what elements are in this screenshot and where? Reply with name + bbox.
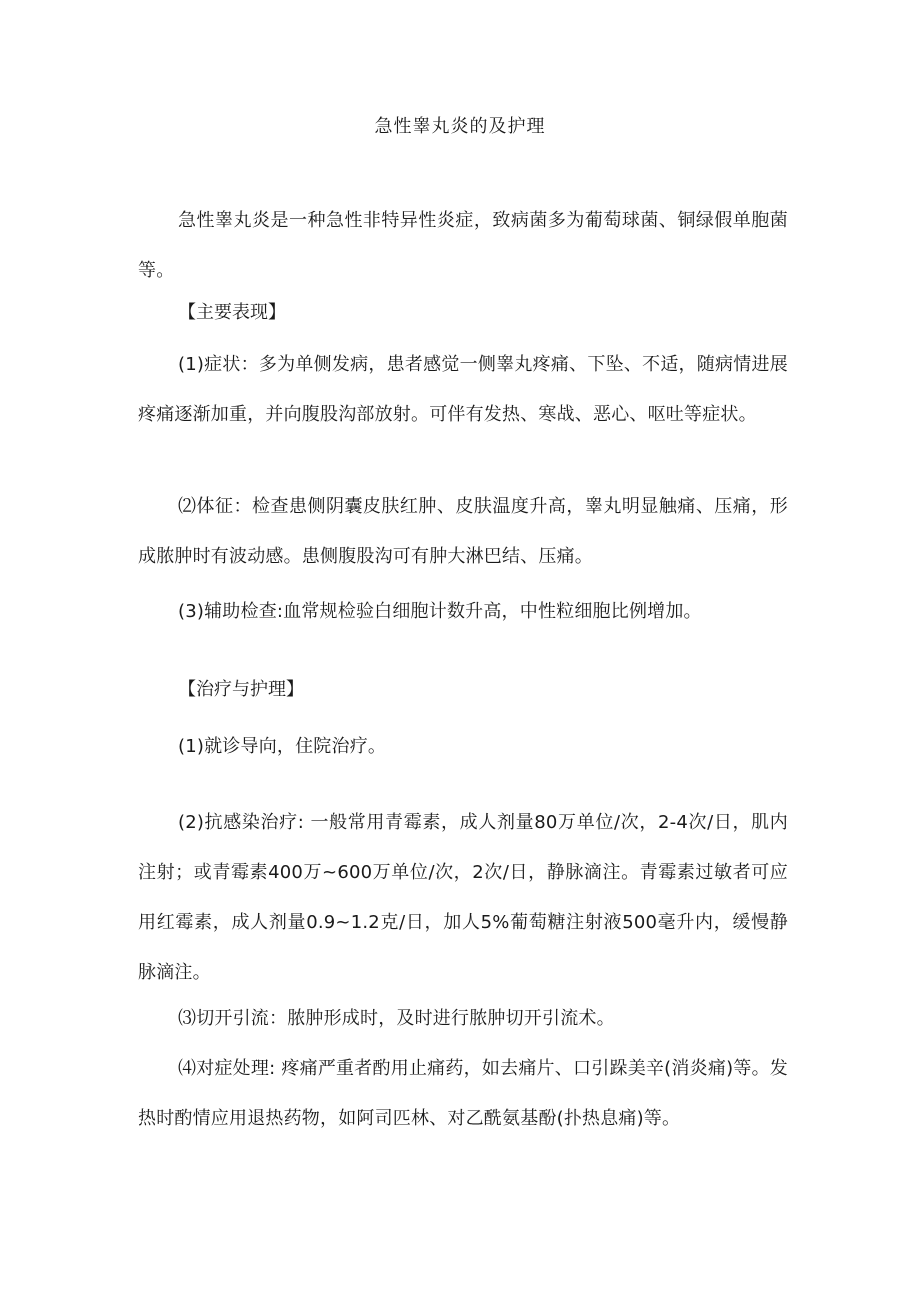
section-heading-main-symptoms: 【主要表现】: [178, 302, 286, 323]
symptomatic-treatment-paragraph: ⑷对症处理: 疼痛严重者酌用止痛药，如去痛片、口引跺美辛(消炎痛)等。发热时酌情应用退热药物，如阿司匹林、对乙酰氨基酚(扑热息痛)等。: [138, 1058, 788, 1129]
visit-guidance-paragraph: (1)就诊导向，住院治疗。: [178, 736, 387, 757]
anti-infection-paragraph: (2)抗感染治疗: 一般常用青霉素，成人剂量80万单位/次，2-4次/日，肌内注射；或青霉素400万~600万单位/次，2次/日，静脉滴注。青霉素过敏者可应用红霉素，成人剂量0.9~1.2克/日，加人5%葡萄糖注射液500毫升内，缓慢静脉滴注。: [138, 812, 788, 983]
signs-paragraph: ⑵体征：检查患侧阴囊皮肤红肿、皮肤温度升高，睾丸明显触痛、压痛，形成脓肿时有波动感。患侧腹股沟可有肿大淋巴结、压痛。: [138, 496, 788, 567]
symptoms-paragraph: (1)症状：多为单侧发病，患者感觉一侧睾丸疼痛、下坠、不适，随病情进展疼痛逐渐加重，并向腹股沟部放射。可伴有发热、寒战、恶心、呕吐等症状。: [138, 354, 788, 425]
incision-drainage-paragraph: ⑶切开引流：脓肿形成时，及时进行脓肿切开引流术。: [178, 1008, 615, 1029]
document-title: 急性睾丸炎的及护理: [374, 116, 546, 137]
auxiliary-exam-paragraph: (3)辅助检查:血常规检验白细胞计数升高，中性粒细胞比例增加。: [178, 601, 702, 622]
intro-paragraph: 急性睾丸炎是一种急性非特异性炎症，致病菌多为葡萄球菌、铜绿假单胞菌等。: [138, 210, 788, 281]
section-heading-treatment: 【治疗与护理】: [178, 679, 304, 700]
